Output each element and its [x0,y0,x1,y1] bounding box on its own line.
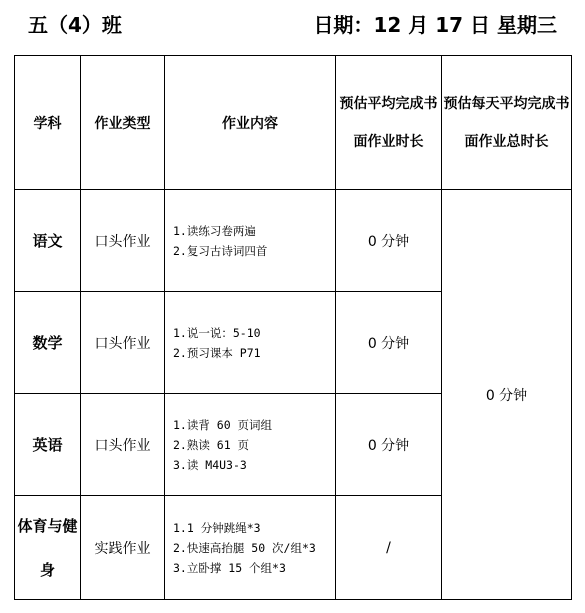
content-line: 3.立卧撑 15 个组*3 [173,560,286,575]
homework-type-cell: 口头作业 [81,394,165,496]
weekday: 星期三 [497,13,557,37]
total-time-cell: 0 分钟 [442,190,572,600]
column-header-type: 作业类型 [81,56,165,190]
table-header-row [15,56,572,190]
homework-table [14,55,572,600]
content-line: 1.读背 60 页词组 [173,417,273,432]
avg-time-cell: 0 分钟 [336,190,442,292]
page-header [0,0,585,52]
subject-cell: 英语 [15,394,81,496]
column-header-content: 作业内容 [165,56,336,190]
avg-time-cell: 0 分钟 [336,394,442,496]
content-line: 1.读练习卷两遍 [173,223,256,238]
date-month: 12 [373,13,402,37]
content-line: 2.复习古诗词四首 [173,243,268,258]
subject-cell: 语文 [15,190,81,292]
subject-cell: 数学 [15,292,81,394]
homework-content-cell [165,292,336,394]
homework-content-cell [165,394,336,496]
class-name: 五（4）班 [28,13,122,37]
homework-content-cell [165,190,336,292]
homework-type-cell: 实践作业 [81,496,165,600]
content-line: 2.预习课本 P71 [173,345,261,360]
content-line: 1.1 分钟跳绳*3 [173,520,261,535]
date-day-unit: 日 [470,13,491,37]
content-line: 2.快速高抬腿 50 次/组*3 [173,540,316,555]
avg-time-cell: / [336,496,442,600]
date-day: 17 [435,13,464,37]
table-row [15,190,572,292]
homework-type-cell: 口头作业 [81,292,165,394]
date-label: 日期： [313,13,374,37]
column-header-total-time: 预估每天平均完成书面作业总时长 [442,56,572,190]
date-line [313,9,557,38]
content-line: 3.读 M4U3-3 [173,457,247,472]
column-header-subject: 学科 [15,56,81,190]
homework-content-cell [165,496,336,600]
column-header-avg-time: 预估平均完成书面作业时长 [336,56,442,190]
avg-time-cell: 0 分钟 [336,292,442,394]
content-line: 1.说一说：5-10 [173,325,261,340]
subject-cell: 体育与健身 [15,496,81,600]
homework-type-cell: 口头作业 [81,190,165,292]
date-month-unit: 月 [408,13,429,37]
content-line: 2.熟读 61 页 [173,437,250,452]
